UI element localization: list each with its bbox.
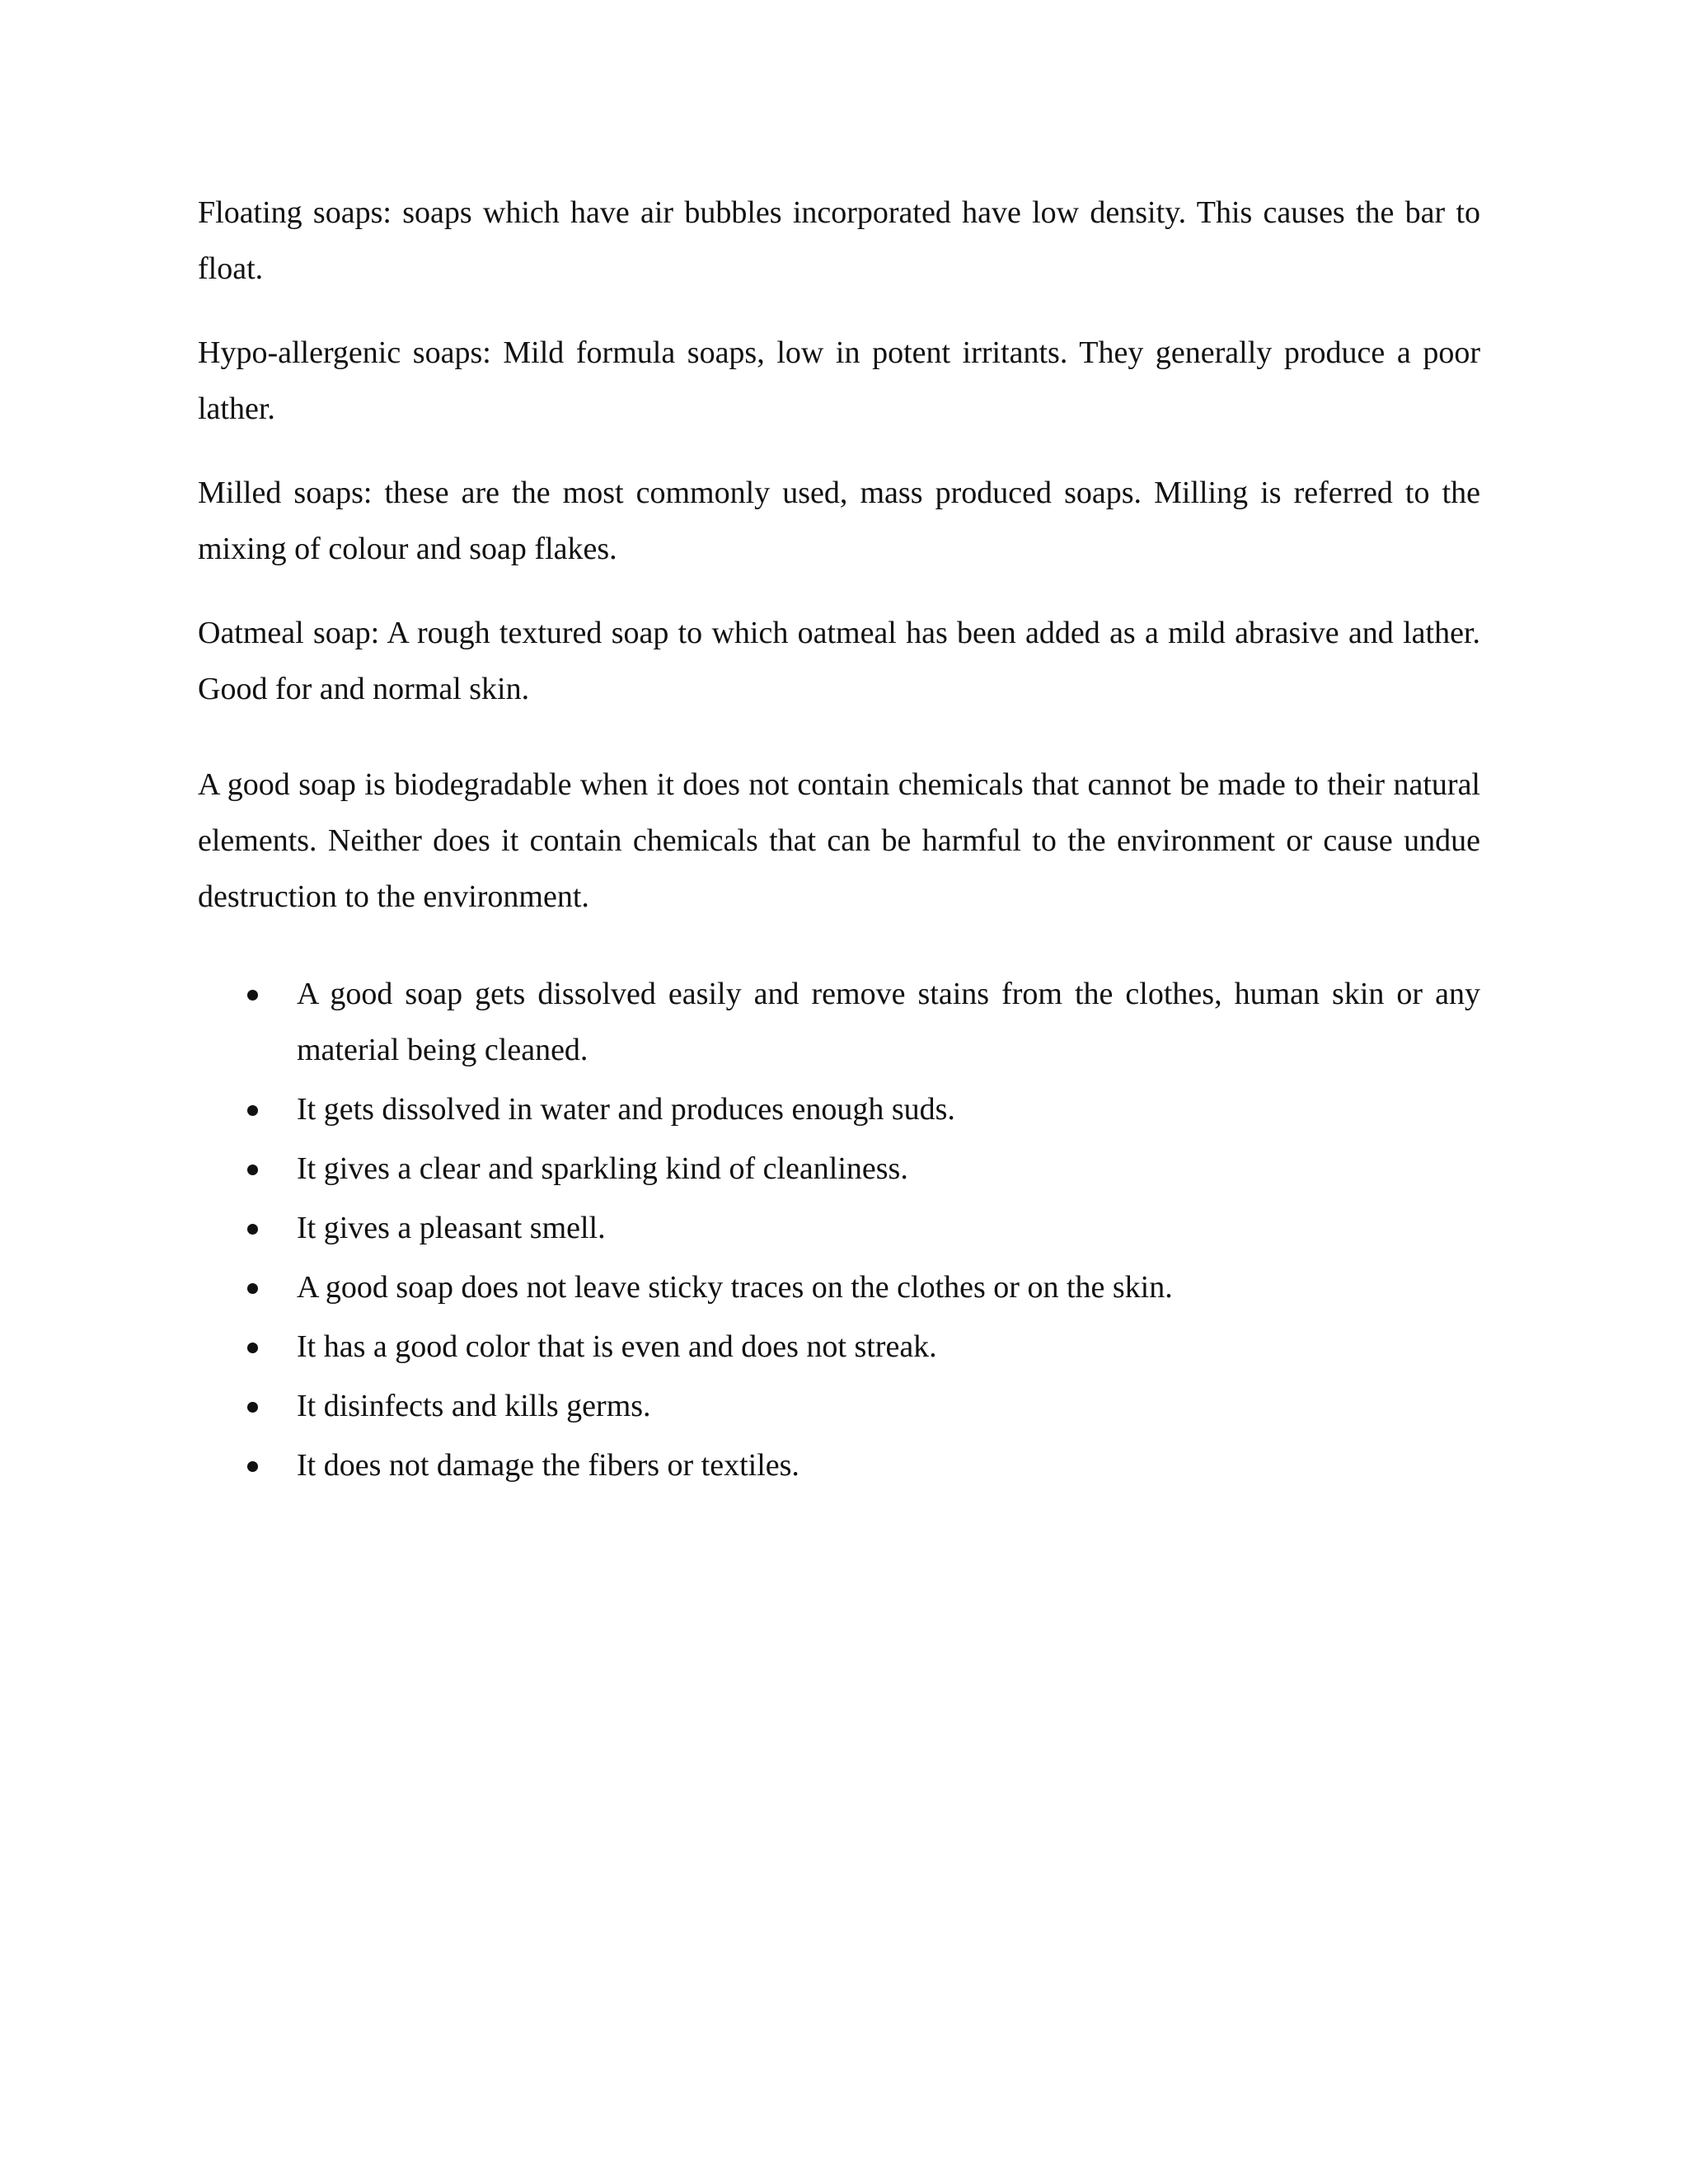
bullet-icon	[247, 1461, 258, 1472]
list-item-text: It gets dissolved in water and produces enough suds.	[297, 1092, 955, 1127]
list-item-text: A good soap does not leave sticky traces on the clothes or on the skin.	[297, 1270, 1173, 1305]
bullet-icon	[247, 1283, 258, 1294]
bullet-icon	[247, 990, 258, 1001]
list-item	[198, 1437, 1480, 1493]
list-item	[198, 1200, 1480, 1256]
paragraph-good-soap-biodegradable: A good soap is biodegradable when it does not contain chemicals that cannot be made to their natural elements. Neither does it contain chemicals that can be harmful to the environment or cause undue destruction to the environment.	[198, 767, 1480, 914]
paragraph-hypo-allergenic-soaps: Hypo-allergenic soaps: Mild formula soaps, low in potent irritants. They generally produce a poor lather.	[198, 335, 1480, 426]
bullet-icon	[247, 1224, 258, 1235]
list-item-text: It disinfects and kills germs.	[297, 1389, 651, 1423]
list-item-text: It does not damage the fibers or textiles.	[297, 1448, 799, 1483]
list-item-text: It has a good color that is even and does not streak.	[297, 1329, 937, 1364]
paragraph-milled-soaps: Milled soaps: these are the most commonly used, mass produced soaps. Milling is referred to the mixing of colour and soap flakes.	[198, 476, 1480, 566]
list-item	[198, 966, 1480, 1078]
good-soap-qualities-list	[198, 966, 1480, 1493]
list-item-text: A good soap gets dissolved easily and remove stains from the clothes, human skin or any material being cleaned.	[297, 977, 1480, 1067]
bullet-icon	[247, 1165, 258, 1175]
list-item	[198, 1319, 1480, 1375]
document-body	[198, 185, 1480, 1497]
bullet-icon	[247, 1105, 258, 1116]
list-item-text: It gives a pleasant smell.	[297, 1211, 606, 1245]
list-item	[198, 1141, 1480, 1197]
list-item	[198, 1259, 1480, 1315]
bullet-icon	[247, 1402, 258, 1413]
paragraph-oatmeal-soap: Oatmeal soap: A rough textured soap to which oatmeal has been added as a mild abrasive and lather. Good for and normal skin.	[198, 616, 1480, 706]
list-item	[198, 1081, 1480, 1137]
list-item-text: It gives a clear and sparkling kind of cleanliness.	[297, 1151, 908, 1186]
bullet-icon	[247, 1343, 258, 1353]
paragraph-floating-soaps: Floating soaps: soaps which have air bubbles incorporated have low density. This causes the bar to float.	[198, 195, 1480, 286]
list-item	[198, 1378, 1480, 1434]
